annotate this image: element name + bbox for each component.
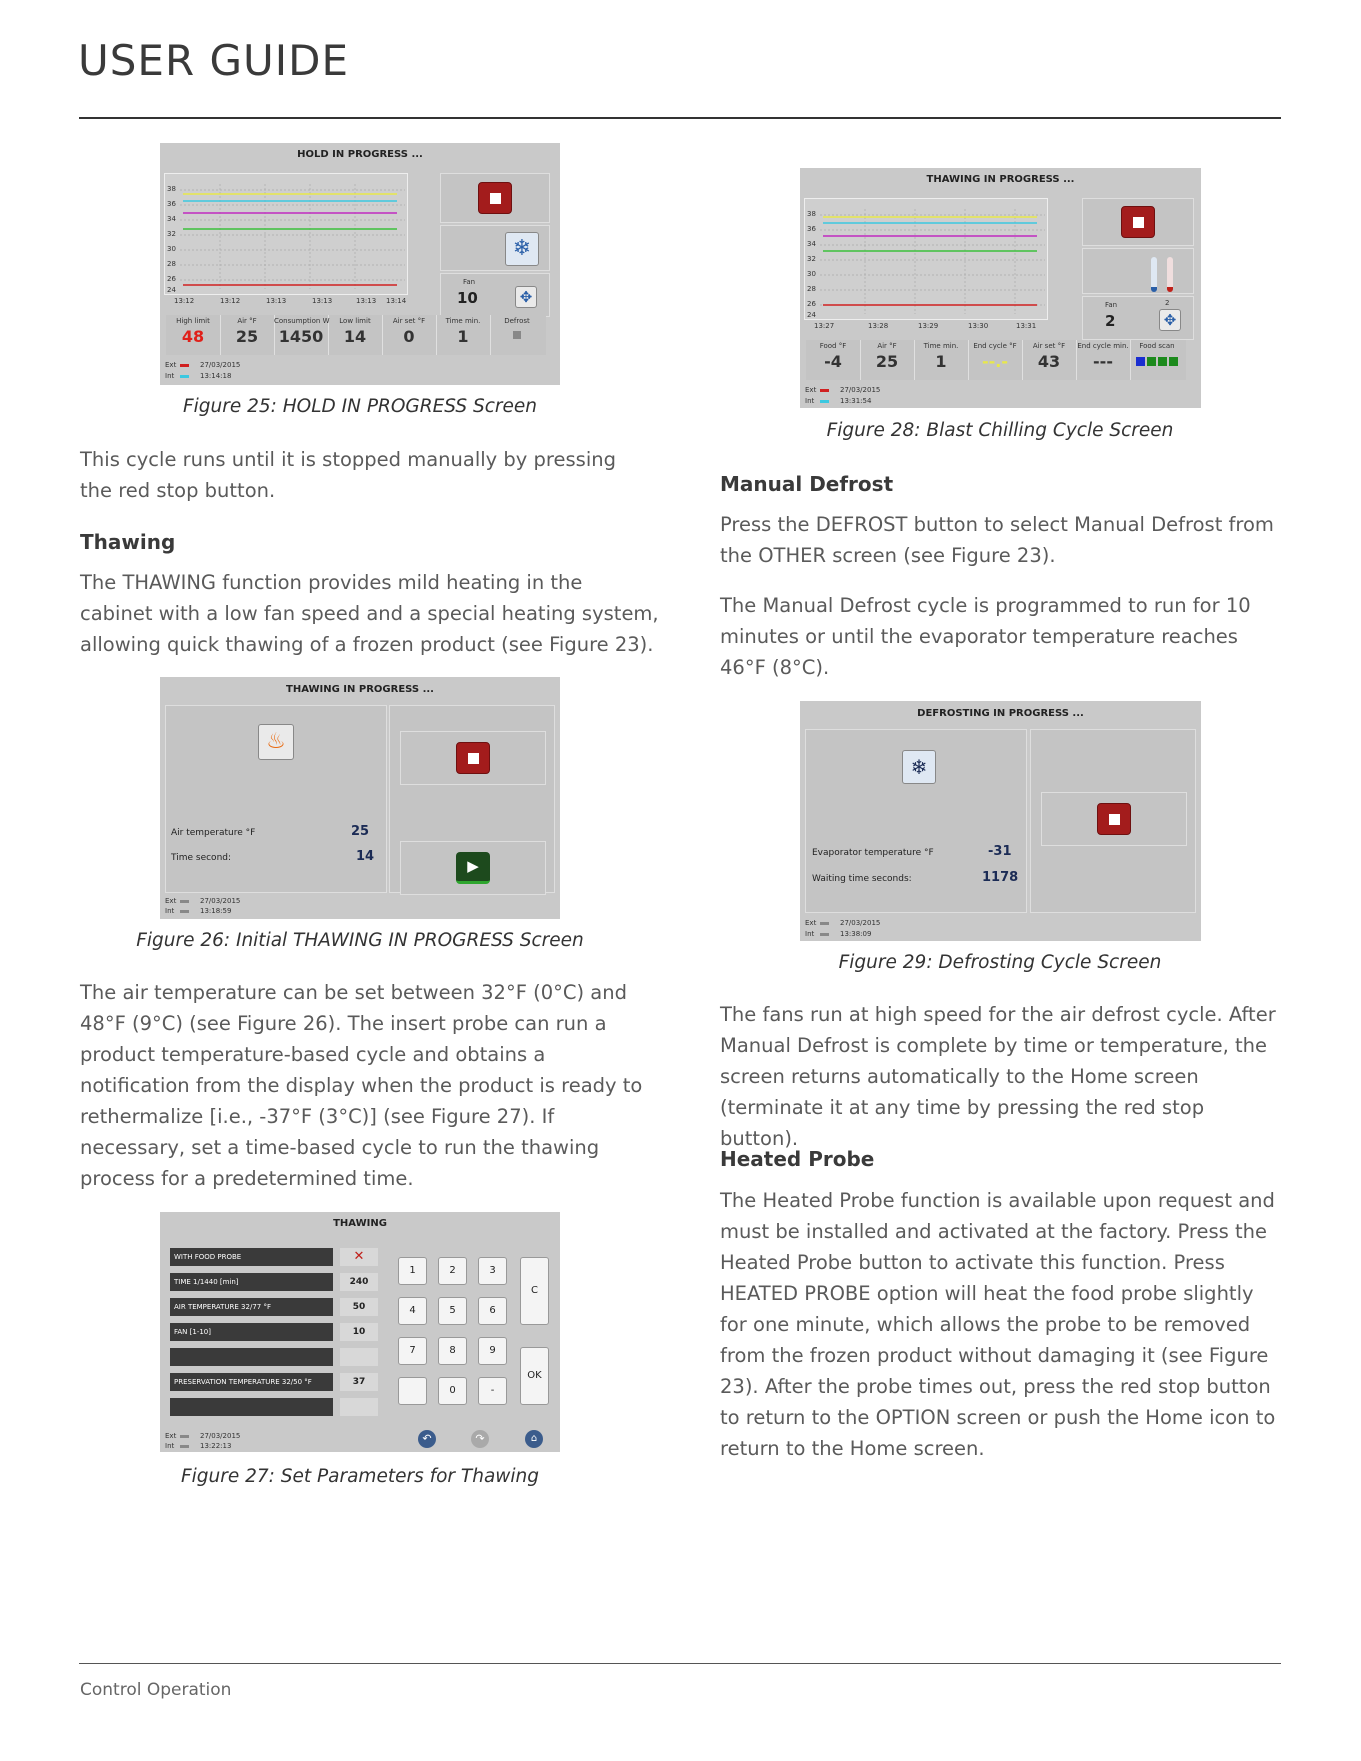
figure-27-caption: Figure 27: Set Parameters for Thawing [180, 1466, 540, 1487]
mode-panel [1082, 248, 1194, 294]
paragraph: The Heated Probe function is available upon request and must be installed and activated at the factory. Press the Heated Probe button to activate this function. Press HEATED PROBE option will heat the food probe slightly for one minute, which allows the probe to be removed from the frozen product without damaging it (see Figure 23). After the probe times out, press the red stop button to return to the OPTION screen or push the Home icon to return to the Home screen. [720, 1189, 1276, 1460]
cell-value: 1 [457, 327, 469, 346]
x-tick: 13:30 [968, 322, 989, 330]
evaporator-temperature-value: -31 [988, 844, 1012, 859]
cell-label: Air °F [237, 317, 257, 325]
cell-label: Time min. [923, 342, 959, 350]
fan-value: 10 [457, 289, 478, 307]
stop-panel [400, 731, 546, 785]
x-tick: 13:14 [386, 297, 407, 305]
param-value-food-probe[interactable]: ✕ [340, 1248, 378, 1266]
cell-air [860, 340, 915, 380]
ext-label: Ext [165, 1432, 177, 1440]
int-label: Int [805, 397, 815, 405]
time-second-value: 14 [356, 849, 375, 864]
y-tick: 26 [807, 300, 816, 308]
param-value-empty[interactable] [340, 1348, 378, 1366]
cell-consumption [274, 315, 329, 355]
key-0[interactable]: 0 [438, 1377, 467, 1405]
food-scan-squares [1130, 357, 1184, 366]
cell-low-limit [328, 315, 383, 355]
param-label-fan[interactable]: FAN [1-10] [170, 1323, 333, 1341]
figure-28-blast-chilling-screen [800, 168, 1201, 408]
cell-label: Consumption W [274, 317, 330, 325]
x-tick: 13:28 [868, 322, 889, 330]
figure-29-caption: Figure 29: Defrosting Cycle Screen [838, 952, 1162, 973]
x-tick: 13:31 [1016, 322, 1037, 330]
graph-lines [805, 199, 1049, 321]
cell-value: --- [1093, 352, 1113, 371]
key-minus[interactable]: - [478, 1377, 507, 1405]
screen-title: THAWING IN PROGRESS ... [926, 174, 1075, 185]
cell-food [806, 340, 861, 380]
stop-button[interactable] [456, 742, 490, 774]
key-2[interactable]: 2 [438, 1257, 467, 1285]
ext-label: Ext [805, 919, 817, 927]
footer-rule [79, 1663, 1281, 1664]
param-value-preservation-temperature[interactable]: 37 [340, 1373, 378, 1391]
ext-legend-swatch [180, 1435, 189, 1438]
y-tick: 30 [807, 270, 816, 278]
heading-thawing: Thawing [80, 530, 176, 554]
stop-button[interactable] [478, 182, 512, 214]
y-tick: 34 [807, 240, 816, 248]
snowflake-icon[interactable]: ❄ [505, 232, 539, 266]
cell-label: Air set °F [1032, 342, 1066, 350]
screen-date: 27/03/2015 [200, 897, 241, 905]
y-tick: 30 [167, 245, 176, 253]
fan-panel [1082, 296, 1194, 340]
play-button[interactable]: ▶ [456, 852, 490, 884]
screen-title: DEFROSTING IN PROGRESS ... [917, 708, 1084, 719]
play-panel [400, 841, 546, 895]
cell-air [220, 315, 275, 355]
paragraph: The Manual Defrost cycle is programmed to run for 10 minutes or until the evaporator temperature reaches 46°F (8°C). [720, 594, 1251, 679]
param-label-empty[interactable] [170, 1348, 333, 1366]
y-tick: 34 [167, 215, 176, 223]
info-panel [165, 705, 387, 893]
figure-26-caption: Figure 26: Initial THAWING IN PROGRESS Screen [136, 930, 584, 951]
cell-end-cycle-min [1076, 340, 1131, 380]
stop-button[interactable] [1097, 803, 1131, 835]
cell-defrost [490, 315, 544, 355]
param-label-food-probe[interactable]: WITH FOOD PROBE [170, 1248, 333, 1266]
ext-label: Ext [805, 386, 817, 394]
int-legend-swatch [820, 933, 829, 936]
home-icon[interactable]: ⌂ [525, 1430, 543, 1448]
cell-value: 1450 [278, 327, 324, 346]
x-tick: 13:12 [174, 297, 195, 305]
y-tick: 36 [807, 225, 816, 233]
paragraph: This cycle runs until it is stopped manually by pressing the red stop button. [80, 448, 616, 502]
cell-value: 0 [403, 327, 415, 346]
waiting-time-label: Waiting time seconds: [812, 874, 912, 884]
param-value-time[interactable]: 240 [340, 1273, 378, 1291]
figure-27-set-parameters-screen [160, 1212, 560, 1452]
key-9[interactable]: 9 [478, 1337, 507, 1365]
key-7[interactable]: 7 [398, 1337, 427, 1365]
ext-label: Ext [165, 361, 177, 369]
cell-label: Air set °F [392, 317, 426, 325]
key-1[interactable]: 1 [398, 1257, 427, 1285]
status-bar [166, 315, 546, 355]
back-icon[interactable]: ↶ [418, 1430, 436, 1448]
param-value-empty[interactable] [340, 1398, 378, 1416]
cell-high-limit [166, 315, 221, 355]
cell-air-set [382, 315, 437, 355]
figure-25-hold-screen [160, 143, 560, 385]
cell-time [436, 315, 491, 355]
x-tick: 13:13 [312, 297, 333, 305]
cell-label: Food °F [819, 342, 847, 350]
cell-label: End cycle °F [973, 342, 1017, 350]
stop-panel [1041, 792, 1187, 846]
int-legend-swatch [180, 910, 189, 913]
cell-value: -4 [824, 352, 842, 371]
cell-value: 25 [875, 352, 899, 371]
stop-panel [1082, 198, 1194, 246]
figure-29-defrosting-screen [800, 701, 1201, 941]
int-label: Int [165, 372, 175, 380]
ext-legend-swatch [820, 389, 829, 392]
key-ok[interactable]: OK [520, 1347, 549, 1405]
y-tick: 32 [167, 230, 176, 238]
cell-label: High limit [176, 317, 210, 325]
screen-date: 27/03/2015 [200, 1432, 241, 1440]
screen-title: HOLD IN PROGRESS ... [297, 149, 423, 160]
header-rule [79, 117, 1281, 119]
screen-time: 13:31:54 [840, 397, 872, 405]
y-tick: 26 [167, 275, 176, 283]
screen-time: 13:18:59 [200, 907, 232, 915]
page-header-title: USER GUIDE [78, 36, 350, 85]
cell-label: Defrost [504, 317, 530, 325]
screen-time: 13:14:18 [200, 372, 232, 380]
y-tick: 32 [807, 255, 816, 263]
x-tick: 13:27 [814, 322, 835, 330]
air-temperature-value: 25 [351, 824, 370, 839]
cell-value: 25 [235, 327, 259, 346]
y-tick: 28 [167, 260, 176, 268]
controls-panel [389, 705, 555, 893]
param-label-empty[interactable] [170, 1398, 333, 1416]
screen-time: 13:38:09 [840, 930, 872, 938]
heading-heated-probe: Heated Probe [720, 1147, 875, 1171]
x-tick: 13:13 [266, 297, 287, 305]
paragraph: The THAWING function provides mild heating in the cabinet with a low fan speed and a special heating system, allowing quick thawing of a frozen product (see Figure 23). [80, 571, 659, 656]
fan-small-value: 2 [1165, 299, 1170, 307]
fan-value: 2 [1105, 312, 1116, 330]
screen-date: 27/03/2015 [840, 386, 881, 394]
x-tick: 13:12 [220, 297, 241, 305]
key-6[interactable]: 6 [478, 1297, 507, 1325]
forward-icon[interactable]: ↷ [471, 1430, 489, 1448]
ext-legend-swatch [820, 922, 829, 925]
controls-panel [1030, 729, 1196, 913]
key-3[interactable]: 3 [478, 1257, 507, 1285]
int-label: Int [805, 930, 815, 938]
footer-section-label: Control Operation [80, 1680, 232, 1700]
info-panel [805, 729, 1027, 913]
cell-value: 43 [1037, 352, 1061, 371]
fan-panel [440, 273, 550, 317]
cell-food-scan [1130, 340, 1184, 380]
ext-label: Ext [165, 897, 177, 905]
temperature-graph [164, 173, 408, 295]
paragraph: The fans run at high speed for the air defrost cycle. After Manual Defrost is complete by time or temperature, the screen returns automatically to the Home screen (terminate it at any time by pressing the red stop button). [720, 1003, 1276, 1150]
y-tick: 36 [167, 200, 176, 208]
paragraph: The air temperature can be set between 32°F (0°C) and 48°F (9°C) (see Figure 26). The insert probe can run a product temperature-based cycle and obtains a notification from the display when the product is ready to rethermalize [i.e., -37°F (3°C)] (see Figure 27). If necessary, set a time-based cycle to run the thawing process for a predetermined time. [80, 981, 643, 1190]
stop-panel [440, 173, 550, 223]
paragraph: Press the DEFROST button to select Manual Defrost from the OTHER screen (see Figure 23). [720, 513, 1274, 567]
thermometer-cold-icon [1151, 257, 1157, 292]
ext-legend-swatch [180, 364, 189, 367]
fan-icon[interactable]: ✥ [1159, 309, 1181, 331]
int-label: Int [165, 907, 175, 915]
int-legend-swatch [180, 375, 189, 378]
cell-label: Air °F [877, 342, 897, 350]
fan-label: Fan [463, 278, 476, 286]
cell-end-cycle-temp [968, 340, 1023, 380]
screen-title: THAWING [333, 1218, 387, 1229]
cell-label: Low limit [339, 317, 371, 325]
defrost-icon: ❄ [902, 750, 936, 784]
x-tick: 13:29 [918, 322, 939, 330]
cell-value: 14 [343, 327, 367, 346]
cell-value: 48 [181, 327, 205, 346]
y-tick: 24 [807, 311, 816, 319]
key-clear[interactable]: C [520, 1257, 549, 1325]
y-tick: 38 [167, 185, 176, 193]
screen-time: 13:22:13 [200, 1442, 232, 1450]
waiting-time-value: 1178 [982, 870, 1019, 885]
ext-legend-swatch [180, 900, 189, 903]
param-label-air-temperature[interactable]: AIR TEMPERATURE 32/77 °F [170, 1298, 333, 1316]
flame-icon: ♨ [258, 724, 294, 760]
key-8[interactable]: 8 [438, 1337, 467, 1365]
figure-28-caption: Figure 28: Blast Chilling Cycle Screen [826, 420, 1174, 441]
cell-label: Food scan [1139, 342, 1175, 350]
cell-value: 1 [935, 352, 947, 371]
thermometer-hot-icon [1167, 257, 1173, 292]
cell-value: --.- [982, 352, 1008, 371]
status-bar [806, 340, 1186, 380]
param-label-time[interactable]: TIME 1/1440 [min] [170, 1273, 333, 1291]
screen-date: 27/03/2015 [840, 919, 881, 927]
fan-icon[interactable]: ✥ [515, 286, 537, 308]
key-5[interactable]: 5 [438, 1297, 467, 1325]
time-second-label: Time second: [171, 853, 232, 863]
y-tick: 24 [167, 286, 176, 294]
mode-panel [440, 225, 550, 271]
air-temperature-label: Air temperature °F [171, 828, 256, 838]
cell-time [914, 340, 969, 380]
int-legend-swatch [820, 400, 829, 403]
y-tick: 38 [807, 210, 816, 218]
int-label: Int [165, 1442, 175, 1450]
key-4[interactable]: 4 [398, 1297, 427, 1325]
param-value-fan[interactable]: 10 [340, 1323, 378, 1341]
x-tick: 13:13 [356, 297, 377, 305]
param-value-air-temperature[interactable]: 50 [340, 1298, 378, 1316]
figure-26-thawing-screen [160, 677, 560, 919]
figure-25-caption: Figure 25: HOLD IN PROGRESS Screen [182, 396, 538, 417]
evaporator-temperature-label: Evaporator temperature °F [812, 848, 934, 858]
y-tick: 28 [807, 285, 816, 293]
cell-label: Time min. [445, 317, 481, 325]
cell-label: End cycle min. [1077, 342, 1129, 350]
key-blank[interactable] [398, 1377, 427, 1405]
fan-label: Fan [1105, 301, 1118, 309]
heading-manual-defrost: Manual Defrost [720, 472, 894, 496]
cell-air-set [1022, 340, 1077, 380]
graph-lines [165, 174, 409, 296]
stop-button[interactable] [1121, 206, 1155, 238]
int-legend-swatch [180, 1445, 189, 1448]
defrost-indicator [513, 331, 521, 339]
temperature-graph [804, 198, 1048, 320]
param-label-preservation-temperature[interactable]: PRESERVATION TEMPERATURE 32/50 °F [170, 1373, 333, 1391]
screen-title: THAWING IN PROGRESS ... [286, 684, 434, 695]
screen-date: 27/03/2015 [200, 361, 241, 369]
